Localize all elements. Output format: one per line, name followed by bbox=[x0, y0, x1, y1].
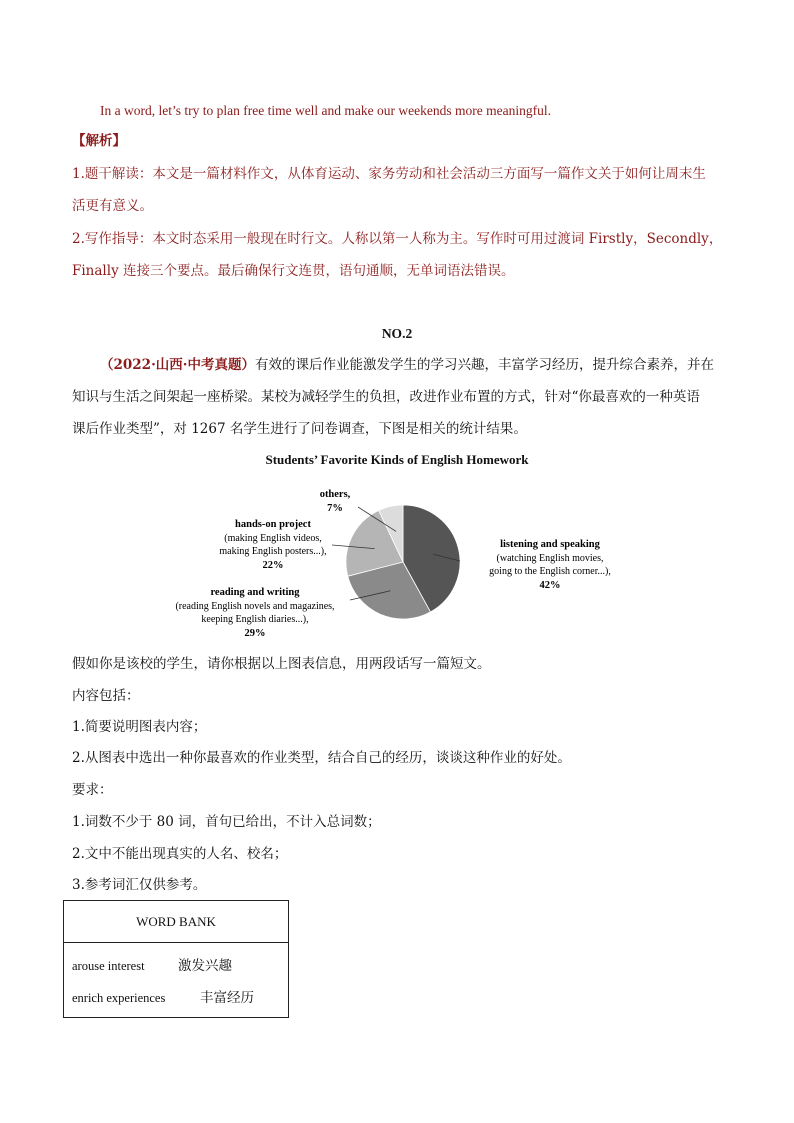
task-content-heading: 内容包括： bbox=[72, 688, 140, 704]
task-req-2: 2.文中不能出现真实的人名、校名； bbox=[72, 846, 288, 862]
task-req-3: 3.参考词汇仅供参考。 bbox=[72, 877, 207, 893]
word-bank-zh-1: 激发兴趣 bbox=[178, 958, 232, 974]
task-req-heading: 要求： bbox=[72, 782, 113, 798]
question-line1-text: 有效的课后作业能激发学生的学习兴趣，丰富学习经历，提升综合素养，并在 bbox=[254, 357, 714, 373]
task-content-2: 2.从图表中选出一种你最喜欢的作业类型，结合自己的经历，谈谈这种作业的好处。 bbox=[72, 750, 571, 766]
detail2-listening: going to the English corner...), bbox=[489, 566, 611, 577]
label-hands-on: hands-on project bbox=[235, 519, 311, 530]
analysis-p1-line2: 活更有意义。 bbox=[72, 198, 153, 214]
task-intro: 假如你是该校的学生，请你根据以上图表信息，用两段话写一篇短文。 bbox=[72, 656, 491, 672]
analysis-heading: 【解析】 bbox=[72, 133, 126, 149]
analysis-p1-line1: 1.题干解读：本文是一篇材料作文，从体育运动、家务劳动和社会活动三方面写一篇作文关于如何让周末生 bbox=[72, 166, 706, 182]
question-line3: 课后作业类型”，对 1267 名学生进行了问卷调查，下图是相关的统计结果。 bbox=[72, 421, 527, 437]
detail1-reading: (reading English novels and magazines, bbox=[175, 601, 335, 612]
section-title: NO.2 bbox=[381, 326, 413, 341]
question-line1 bbox=[100, 355, 714, 375]
detail1-hands-on: (making English videos, bbox=[224, 533, 322, 544]
word-bank-zh-2: 丰富经历 bbox=[200, 990, 254, 1006]
label-reading: reading and writing bbox=[210, 587, 300, 598]
value-others: 7% bbox=[327, 503, 343, 514]
detail1-listening: (watching English movies, bbox=[496, 553, 604, 564]
task-content-1: 1.简要说明图表内容； bbox=[72, 719, 207, 735]
detail2-reading: keeping English diaries...), bbox=[201, 614, 309, 625]
pie-slices bbox=[346, 505, 460, 619]
word-bank-en-2: enrich experiences bbox=[72, 991, 166, 1005]
value-listening: 42% bbox=[539, 580, 561, 591]
value-hands-on: 22% bbox=[262, 560, 284, 571]
value-reading: 29% bbox=[244, 628, 266, 639]
detail2-hands-on: making English posters...), bbox=[219, 546, 327, 557]
chart-title: Students’ Favorite Kinds of English Homework bbox=[265, 452, 529, 467]
word-bank-en-1: arouse interest bbox=[72, 959, 145, 973]
label-listening: listening and speaking bbox=[500, 539, 600, 550]
analysis-p2-line2: Finally 连接三个要点。最后确保行文连贯，语句通顺，无单词语法错误。 bbox=[72, 263, 515, 279]
word-bank-divider bbox=[64, 942, 288, 943]
question-source: （2022·山西·中考真题） bbox=[100, 357, 255, 373]
word-bank-box bbox=[63, 900, 289, 1018]
label-others: others, bbox=[319, 489, 351, 500]
task-req-1: 1.词数不少于 80 词，首句已给出，不计入总词数； bbox=[72, 814, 381, 830]
pie-chart bbox=[160, 475, 640, 645]
analysis-p2-line1: 2.写作指导：本文时态采用一般现在时行文。人称以第一人称为主。写作时可用过渡词 Firstly，Secondly， bbox=[72, 231, 723, 247]
word-bank-title: WORD BANK bbox=[136, 914, 216, 929]
question-line2: 知识与生活之间架起一座桥梁。某校为减轻学生的负担，改进作业布置的方式，针对“你最喜欢的一种英语 bbox=[72, 389, 700, 405]
intro-sentence: In a word, let’s try to plan free time well and make our weekends more meaningful. bbox=[100, 103, 551, 118]
